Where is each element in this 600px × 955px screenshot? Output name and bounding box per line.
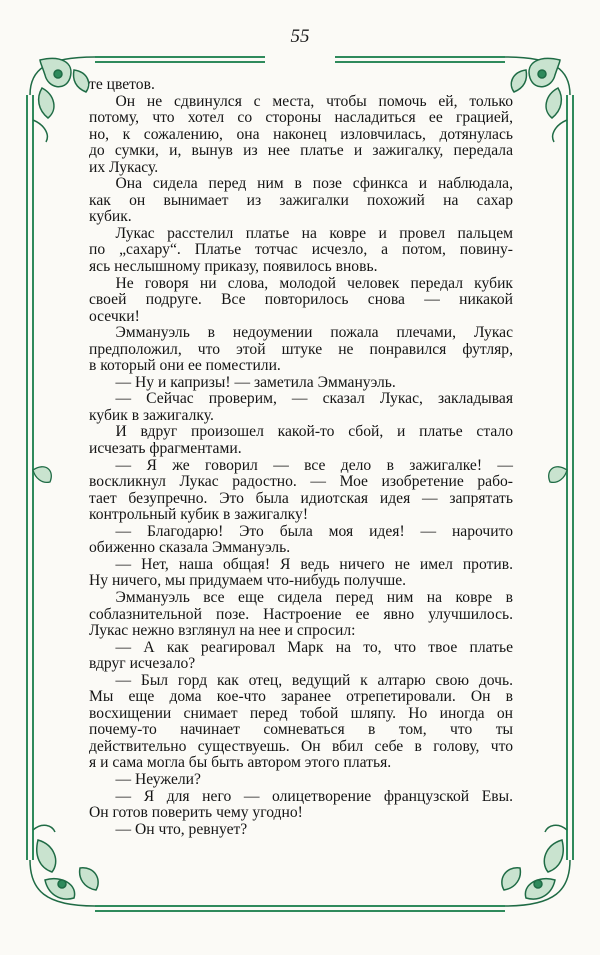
text-line: Ну ничего, мы придумаем что-нибудь получше. — [89, 572, 407, 590]
text-line: Лукас нежно взглянул на нее и спросил: — [89, 622, 356, 640]
corner-ornament-bottom-left — [30, 825, 98, 906]
text-line: действительно существуешь. Он вбил себе в голову, что — [89, 737, 513, 755]
text-line: вдруг исчезало? — [89, 655, 196, 673]
paragraph — [89, 590, 513, 640]
text-line: восхищении снимает перед тобой шляпу. Но иногда он — [89, 704, 513, 722]
body-text — [89, 77, 513, 838]
text-line: — А как реагировал Марк на то, что твое платье — [115, 638, 513, 656]
text-line: — Неужели? — [115, 770, 201, 788]
paragraph — [89, 524, 513, 557]
paragraph — [89, 375, 513, 392]
paragraph — [89, 176, 513, 226]
text-line: исчезать фрагментами. — [89, 440, 242, 458]
text-line: — Я для него — олицетворение французской Евы. — [115, 787, 513, 805]
paragraph — [89, 458, 513, 524]
paragraph — [89, 822, 513, 839]
text-line: Он не сдвинулся с места, чтобы помочь ей, только — [115, 92, 513, 110]
text-line: почему-то начинает сомневаться в том, что ты — [89, 721, 513, 739]
text-line: их Лукасу. — [89, 158, 159, 176]
corner-ornament-top-right — [505, 57, 570, 142]
text-line: ясь неслышному приказу, появилось вновь. — [89, 258, 378, 276]
text-line: но, к сожалению, она наконец изловчилась, дотянулась — [89, 125, 513, 143]
text-line: как он вынимает из зажигалки похожий на сахар — [89, 191, 513, 209]
text-line: — Был горд как отец, ведущий к алтарю свою дочь. — [115, 671, 513, 689]
text-line: Эммануэль в недоумении пожала плечами, Лукас — [115, 324, 513, 342]
text-line: по „сахару“. Платье тотчас исчезло, а потом, повину- — [89, 241, 513, 259]
text-line: Он готов поверить чему угодно! — [89, 804, 303, 822]
text-line: Лукас расстелил платье на ковре и провел пальцем — [115, 224, 513, 242]
text-line: я и сама могла бы быть автором этого платья. — [89, 754, 392, 772]
text-line: Мы еще дома кое-что заранее отрепетировали. Он в — [89, 688, 513, 706]
text-line: — Он что, ревнует? — [115, 820, 248, 838]
text-line: своей подруге. Все повторилось снова — никакой — [89, 291, 513, 309]
text-line: Не говоря ни слова, молодой человек передал кубик — [115, 274, 513, 292]
text-line: воскликнул Лукас радостно. — Мое изобретение рабо- — [89, 473, 513, 491]
paragraph — [89, 325, 513, 375]
paragraph — [89, 557, 513, 590]
paragraph — [89, 77, 513, 94]
paragraph — [89, 673, 513, 772]
corner-ornament-top-left — [30, 57, 95, 142]
text-line: — Ну и капризы! — заметила Эммануэль. — [115, 373, 396, 391]
text-line: Эммануэль все еще сидела перед ним на ковре в — [115, 588, 513, 606]
text-line: Она сидела перед ним в позе сфинкса и наблюдала, — [115, 175, 513, 193]
text-line: — Нет, наша общая! Я ведь ничего не имел против. — [115, 555, 513, 573]
paragraph — [89, 772, 513, 789]
paragraph — [89, 226, 513, 276]
text-line: контрольный кубик в зажигалку! — [89, 506, 309, 524]
text-line: до сумки, и, вынув из нее платье и зажигалку, передала — [89, 142, 513, 160]
text-line: — Благодарю! Это была моя идея! — нарочито — [115, 522, 513, 540]
text-line: кубик. — [89, 208, 132, 226]
paragraph — [89, 640, 513, 673]
text-line: — Сейчас проверим, — сказал Лукас, закладывая — [115, 390, 513, 408]
text-line: соблазнительной позе. Настроение ее явно улучшилось. — [89, 605, 513, 623]
text-line: те цветов. — [89, 76, 155, 93]
text-line: предположил, что этой штуке не понравился футляр, — [89, 340, 513, 358]
text-line: — Я же говорил — все дело в зажигалке! — — [115, 456, 513, 474]
paragraph — [89, 391, 513, 424]
text-line: кубик в зажигалку. — [89, 406, 214, 424]
paragraph — [89, 424, 513, 457]
text-line: тает безупречно. Это была идиотская идея — запрятать — [89, 489, 513, 507]
text-line: в который они ее поместили. — [89, 357, 281, 375]
text-line: осечки! — [89, 307, 140, 325]
text-line: И вдруг произошел какой-то сбой, и платье стало — [115, 423, 513, 441]
text-line: обиженно сказала Эммануэль. — [89, 539, 291, 557]
paragraph — [89, 94, 513, 177]
paragraph — [89, 276, 513, 326]
page-number: 55 — [290, 26, 310, 47]
paragraph — [89, 789, 513, 822]
text-line: потому, что хотел со стороны насладиться ее грацией, — [89, 109, 513, 127]
